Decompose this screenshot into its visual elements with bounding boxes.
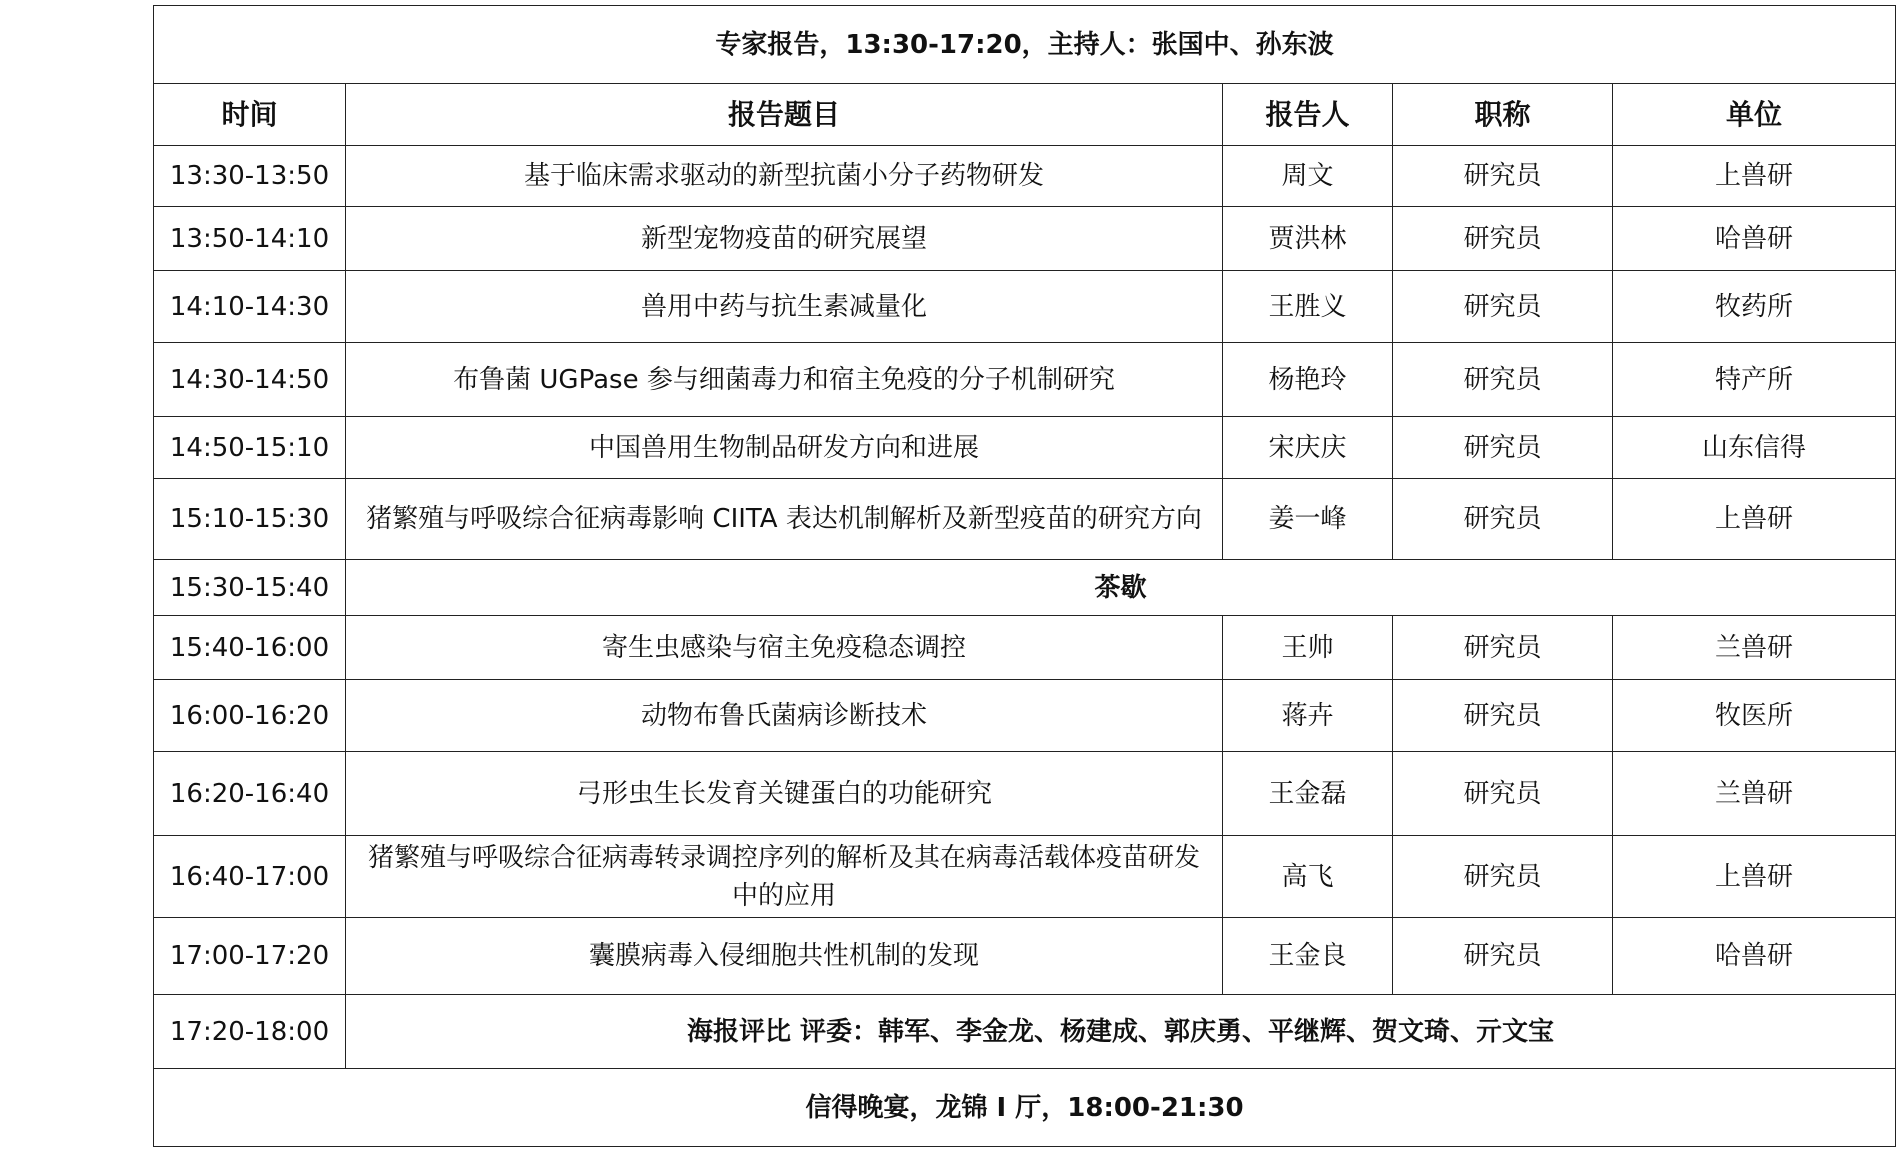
cell-rank: 研究员 [1393, 146, 1613, 207]
cell-title: 布鲁菌 UGPase 参与细菌毒力和宿主免疫的分子机制研究 [346, 343, 1223, 417]
cell-speaker: 周文 [1223, 146, 1393, 207]
cell-rank: 研究员 [1393, 918, 1613, 995]
col-header-title: 报告题目 [346, 84, 1223, 146]
poster-row [154, 995, 1896, 1069]
cell-time: 16:40-17:00 [154, 836, 346, 918]
cell-speaker: 王帅 [1223, 616, 1393, 680]
cell-time: 14:30-14:50 [154, 343, 346, 417]
cell-rank: 研究员 [1393, 271, 1613, 343]
cell-rank: 研究员 [1393, 616, 1613, 680]
cell-org: 特产所 [1613, 343, 1896, 417]
table-row [154, 271, 1896, 343]
table-row [154, 343, 1896, 417]
cell-title: 囊膜病毒入侵细胞共性机制的发现 [346, 918, 1223, 995]
cell-org: 上兽研 [1613, 146, 1896, 207]
col-header-rank: 职称 [1393, 84, 1613, 146]
col-header-speaker: 报告人 [1223, 84, 1393, 146]
break-label: 茶歇 [346, 560, 1896, 616]
cell-title: 猪繁殖与呼吸综合征病毒影响 CIITA 表达机制解析及新型疫苗的研究方向 [346, 479, 1223, 560]
cell-org: 牧医所 [1613, 680, 1896, 752]
footer-banner: 信得晚宴，龙锦 I 厅，18:00-21:30 [154, 1069, 1896, 1147]
cell-org: 哈兽研 [1613, 207, 1896, 271]
cell-title: 寄生虫感染与宿主免疫稳态调控 [346, 616, 1223, 680]
table-row [154, 680, 1896, 752]
cell-title: 动物布鲁氏菌病诊断技术 [346, 680, 1223, 752]
cell-speaker: 高飞 [1223, 836, 1393, 918]
cell-org: 上兽研 [1613, 836, 1896, 918]
cell-rank: 研究员 [1393, 680, 1613, 752]
table-row [154, 146, 1896, 207]
cell-time: 15:40-16:00 [154, 616, 346, 680]
cell-time: 15:10-15:30 [154, 479, 346, 560]
cell-time: 16:20-16:40 [154, 752, 346, 836]
col-header-org: 单位 [1613, 84, 1896, 146]
cell-title: 兽用中药与抗生素减量化 [346, 271, 1223, 343]
cell-time: 13:30-13:50 [154, 146, 346, 207]
table-row [154, 479, 1896, 560]
cell-time: 14:10-14:30 [154, 271, 346, 343]
cell-time: 17:20-18:00 [154, 995, 346, 1069]
cell-rank: 研究员 [1393, 836, 1613, 918]
cell-title: 猪繁殖与呼吸综合征病毒转录调控序列的解析及其在病毒活载体疫苗研发中的应用 [346, 836, 1223, 918]
cell-org: 兰兽研 [1613, 616, 1896, 680]
cell-speaker: 杨艳玲 [1223, 343, 1393, 417]
poster-label: 海报评比 评委：韩军、李金龙、杨建成、郭庆勇、平继辉、贺文琦、亓文宝 [346, 995, 1896, 1069]
cell-rank: 研究员 [1393, 207, 1613, 271]
table-row [154, 616, 1896, 680]
schedule-table [153, 5, 1896, 1147]
cell-rank: 研究员 [1393, 752, 1613, 836]
cell-org: 兰兽研 [1613, 752, 1896, 836]
cell-title: 新型宠物疫苗的研究展望 [346, 207, 1223, 271]
cell-rank: 研究员 [1393, 343, 1613, 417]
table-row [154, 836, 1896, 918]
cell-time: 13:50-14:10 [154, 207, 346, 271]
cell-speaker: 王胜义 [1223, 271, 1393, 343]
break-row [154, 560, 1896, 616]
left-margin-column [8, 5, 154, 1146]
cell-org: 牧药所 [1613, 271, 1896, 343]
cell-time: 16:00-16:20 [154, 680, 346, 752]
cell-title: 基于临床需求驱动的新型抗菌小分子药物研发 [346, 146, 1223, 207]
table-row [154, 417, 1896, 479]
cell-time: 15:30-15:40 [154, 560, 346, 616]
col-header-time: 时间 [154, 84, 346, 146]
cell-org: 山东信得 [1613, 417, 1896, 479]
cell-org: 哈兽研 [1613, 918, 1896, 995]
cell-speaker: 王金磊 [1223, 752, 1393, 836]
header-row [154, 84, 1896, 146]
cell-speaker: 宋庆庆 [1223, 417, 1393, 479]
cell-speaker: 王金良 [1223, 918, 1393, 995]
cell-time: 14:50-15:10 [154, 417, 346, 479]
table-row [154, 752, 1896, 836]
cell-title: 中国兽用生物制品研发方向和进展 [346, 417, 1223, 479]
cell-speaker: 蒋卉 [1223, 680, 1393, 752]
cell-rank: 研究员 [1393, 417, 1613, 479]
table-row [154, 207, 1896, 271]
session-header: 专家报告，13:30-17:20，主持人：张国中、孙东波 [154, 6, 1896, 84]
table-row [154, 918, 1896, 995]
cell-speaker: 姜一峰 [1223, 479, 1393, 560]
cell-title: 弓形虫生长发育关键蛋白的功能研究 [346, 752, 1223, 836]
cell-speaker: 贾洪林 [1223, 207, 1393, 271]
cell-rank: 研究员 [1393, 479, 1613, 560]
cell-org: 上兽研 [1613, 479, 1896, 560]
cell-time: 17:00-17:20 [154, 918, 346, 995]
